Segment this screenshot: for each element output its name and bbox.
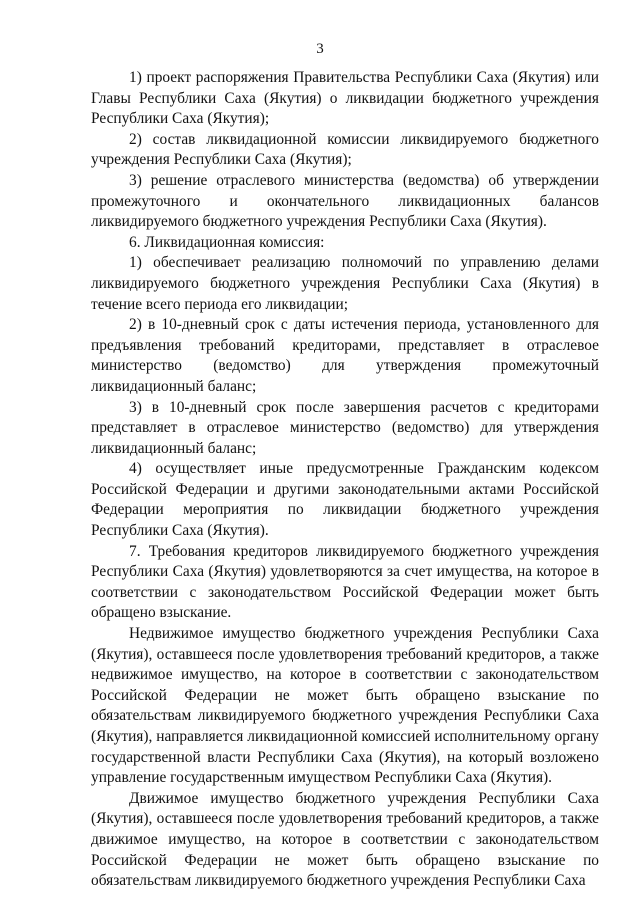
paragraph-item-2-commission-composition: 2) состав ликвидационной комиссии ликвидируемого бюджетного учреждения Республики Саха (Якутия);	[91, 130, 599, 169]
page-number: 3	[316, 41, 324, 57]
paragraph-6-item-4: 4) осуществляет иные предусмотренные Гражданским кодексом Российской Федерации и другими законодательными актами Российской Федерации мероприятия по ликвидации бюджетного учреждения Республики Саха (Якутия).	[91, 460, 599, 540]
paragraph-6-item-3: 3) в 10-дневный срок после завершения расчетов с кредиторами представляет в отраслевое министерство (ведомство) для утверждения ликвидационный баланс;	[91, 398, 599, 457]
document-body	[91, 68, 599, 892]
paragraph-movable-property: Движимое имущество бюджетного учреждения Республики Саха (Якутия), оставшееся после удовлетворения требований кредиторов, а также движимое имущество, на которое в соответствии с законодательством Российской Федерации не может быть обращено взыскание по обязательствам ликвидируемого бюджетного учреждения Республики Саха	[91, 789, 599, 890]
paragraph-item-1-draft-order: 1) проект распоряжения Правительства Республики Саха (Якутия) или Главы Республики Саха (Якутия) о ликвидации бюджетного учреждения Республики Саха (Якутия);	[91, 69, 599, 128]
paragraph-item-3-ministry-decision: 3) решение отраслевого министерства (ведомства) об утверждении промежуточного и окончательного ликвидационных балансов ликвидируемого бюджетного учреждения Республики Саха (Якутия).	[91, 171, 599, 231]
paragraph-section-7: 7. Требования кредиторов ликвидируемого бюджетного учреждения Республики Саха (Якутия) удовлетворяются за счет имущества, на которое в соответствии с законодательством Российской Федерации может быть обращено взыскание.	[91, 542, 599, 622]
paragraph-6-item-2: 2) в 10-дневный срок с даты истечения периода, установленного для предъявления требований кредиторами, представляет в отраслевое министерство (ведомство) для утверждения промежуточный ликвидационный баланс;	[91, 316, 599, 395]
paragraph-section-6-heading: 6. Ликвидационная комиссия:	[129, 233, 325, 251]
paragraph-6-item-1: 1) обеспечивает реализацию полномочий по управлению делами ликвидируемого бюджетного учреждения Республики Саха (Якутия) в течение всего периода его ликвидации;	[91, 254, 599, 313]
paragraph-real-estate: Недвижимое имущество бюджетного учреждения Республики Саха (Якутия), оставшееся после удовлетворения требований кредиторов, а также недвижимое имущество, на которое в соответствии с законодательством Российской Федерации не может быть обращено взыскание по обязательствам ликвидируемого бюджетного учреждения Республики Саха (Якутия), направляется ликвидационной комиссией исполнительному органу государственной власти Республики Саха (Якутия), на который возложено управление государственным имуществом Республики Саха (Якутия).	[91, 625, 599, 787]
